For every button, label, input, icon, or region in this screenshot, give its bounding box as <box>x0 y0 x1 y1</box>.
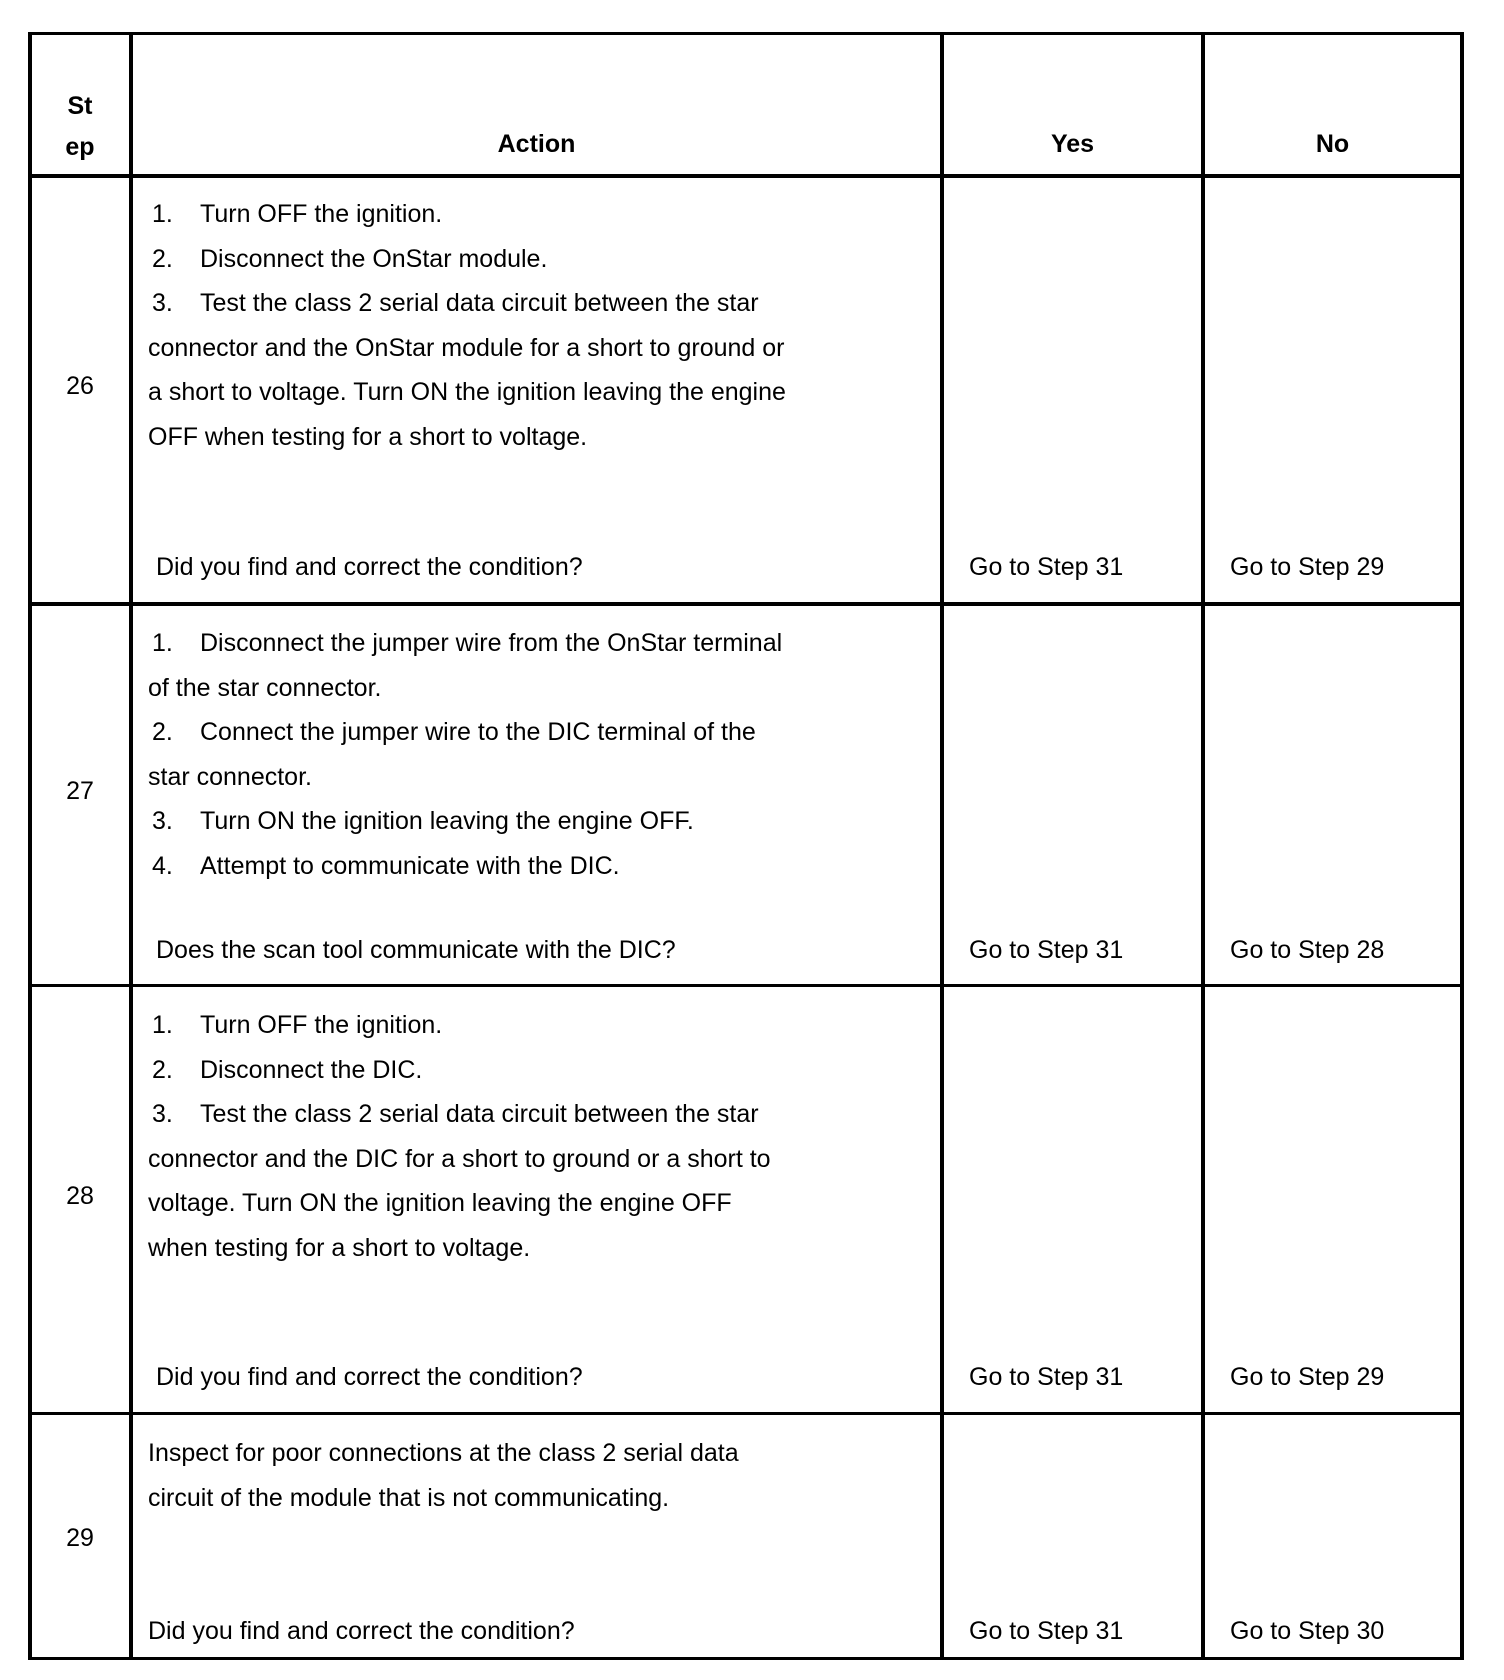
yes-action: Go to Step 31 <box>969 1363 1124 1391</box>
column-divider <box>940 32 944 1660</box>
instruction-line: 2. Disconnect the OnStar module. <box>152 244 548 273</box>
instruction-line: 3. Test the class 2 serial data circuit between the star <box>152 1100 759 1128</box>
instruction-line: 2. Disconnect the DIC. <box>152 1055 423 1084</box>
instruction-line: circuit of the module that is not communicating. <box>148 1483 670 1512</box>
table-border-right <box>1460 32 1464 1660</box>
step-number: 29 <box>66 1524 94 1552</box>
header-yes: Yes <box>1050 130 1095 158</box>
instruction-line: voltage. Turn ON the ignition leaving the engine OFF <box>148 1189 732 1217</box>
no-action: Go to Step 28 <box>1230 936 1385 964</box>
instruction-line: 1. Turn OFF the ignition. <box>152 200 443 228</box>
header-divider <box>28 174 1464 178</box>
column-divider <box>129 32 133 1660</box>
step-question: Did you find and correct the condition? <box>148 1617 575 1645</box>
action-instructions <box>148 192 786 459</box>
instruction-line: a short to voltage. Turn ON the ignition leaving the engine <box>148 378 786 406</box>
table-border-left <box>28 32 32 1660</box>
yes-action: Go to Step 31 <box>969 553 1124 581</box>
header-step <box>32 86 128 168</box>
instruction-line: Inspect for poor connections at the class 2 serial data <box>148 1439 739 1467</box>
yes-action: Go to Step 31 <box>969 1617 1124 1645</box>
row-divider <box>28 984 1464 987</box>
step-number: 27 <box>66 777 94 805</box>
column-divider <box>1201 32 1205 1660</box>
table-border-top <box>28 32 1464 35</box>
row-divider <box>28 602 1464 606</box>
instruction-line: 3. Test the class 2 serial data circuit between the star <box>152 289 759 317</box>
instruction-line: 1. Turn OFF the ignition. <box>152 1011 443 1039</box>
diagnostic-table <box>28 32 1464 1660</box>
step-question: Does the scan tool communicate with the DIC? <box>156 936 676 964</box>
step-number: 28 <box>66 1182 94 1210</box>
header-action: Action <box>497 130 576 158</box>
instruction-line: connector and the DIC for a short to ground or a short to <box>148 1144 771 1173</box>
header-step-line1: St <box>67 92 93 120</box>
header-step-line2: ep <box>65 133 95 161</box>
instruction-line: 2. Connect the jumper wire to the DIC terminal of the <box>152 718 756 746</box>
instruction-line: 3. Turn ON the ignition leaving the engine OFF. <box>152 807 694 835</box>
instruction-line: when testing for a short to voltage. <box>148 1233 531 1262</box>
action-instructions <box>148 1003 771 1270</box>
row-divider <box>28 1412 1464 1415</box>
action-instructions <box>148 1431 739 1520</box>
instruction-line: 1. Disconnect the jumper wire from the OnStar terminal <box>152 629 783 657</box>
no-action: Go to Step 29 <box>1230 1363 1385 1391</box>
instruction-line: OFF when testing for a short to voltage. <box>148 422 588 451</box>
action-instructions <box>148 621 782 888</box>
step-question: Did you find and correct the condition? <box>156 553 583 581</box>
step-number: 26 <box>66 372 94 400</box>
instruction-line: of the star connector. <box>148 673 382 702</box>
instruction-line: 4. Attempt to communicate with the DIC. <box>152 851 620 880</box>
table-border-bottom <box>28 1657 1464 1660</box>
no-action: Go to Step 29 <box>1230 553 1385 581</box>
step-question: Did you find and correct the condition? <box>156 1363 583 1391</box>
header-no: No <box>1315 130 1350 158</box>
instruction-line: star connector. <box>148 762 312 791</box>
instruction-line: connector and the OnStar module for a short to ground or <box>148 333 785 362</box>
no-action: Go to Step 30 <box>1230 1617 1385 1645</box>
yes-action: Go to Step 31 <box>969 936 1124 964</box>
